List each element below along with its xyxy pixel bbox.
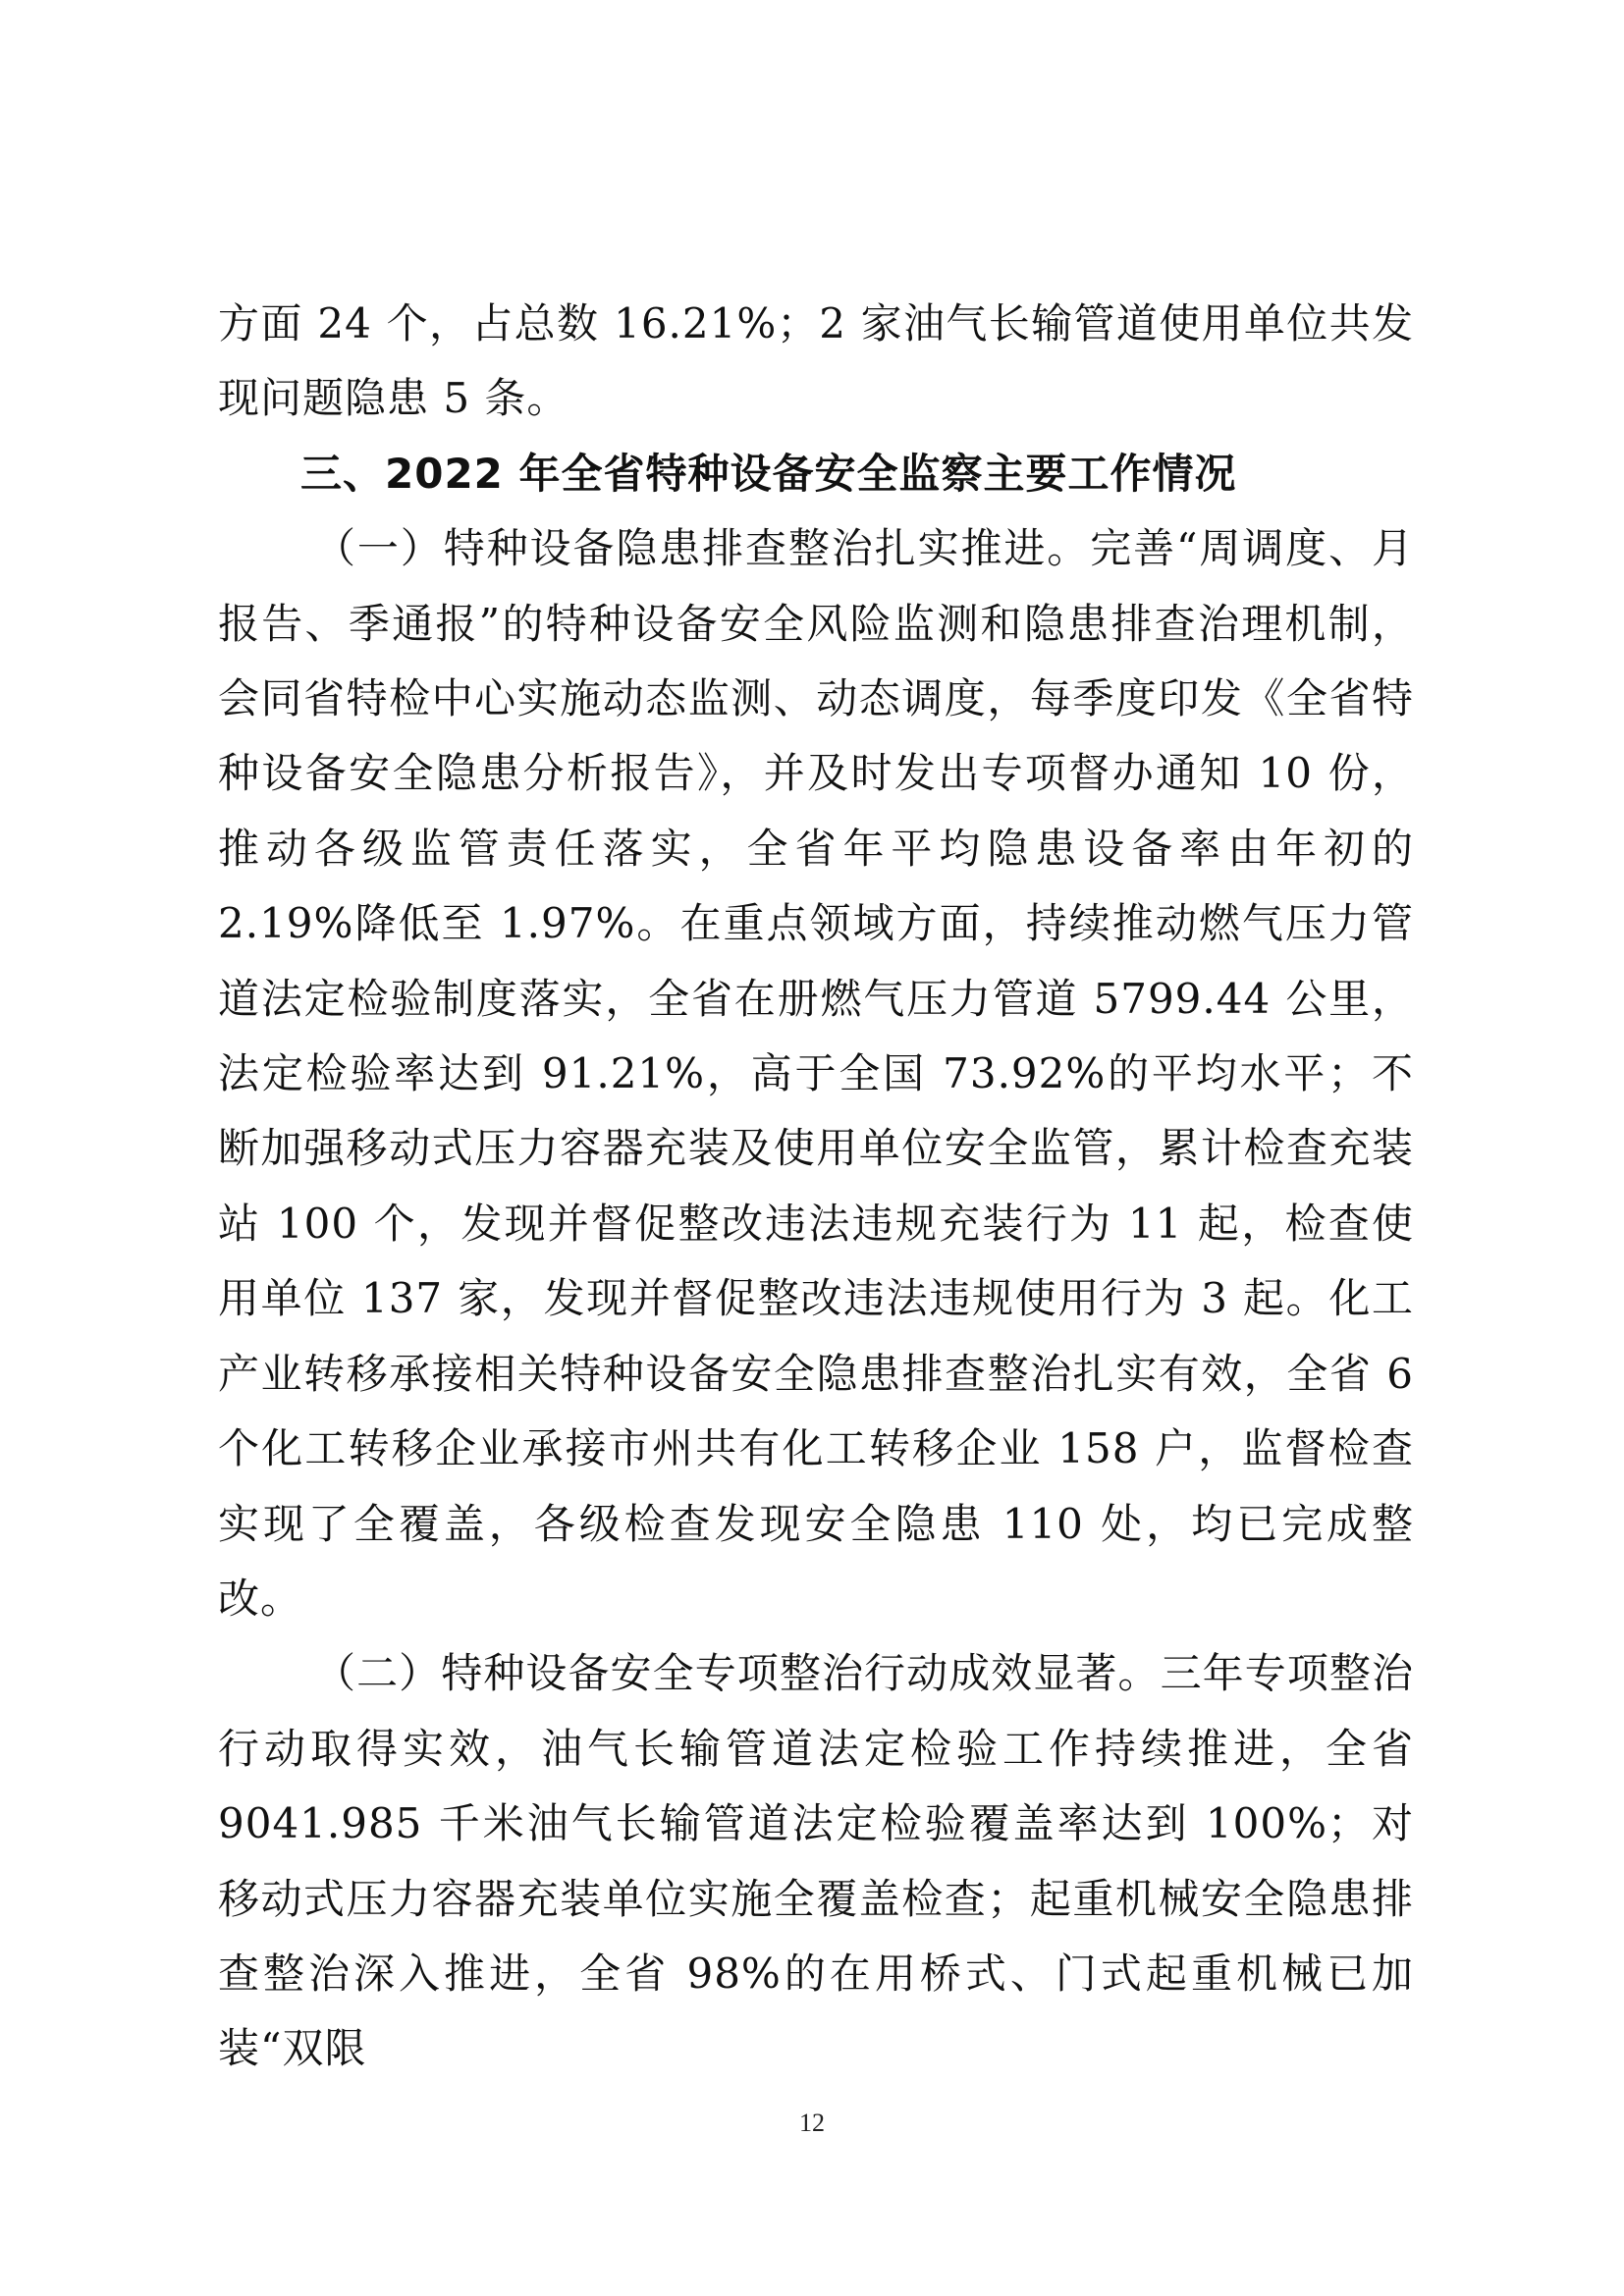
- paragraph-special-rectification: （二）特种设备安全专项整治行动成效显著。三年专项整治行动取得实效，油气长输管道法定检验工作持续推进，全省 9041.985 千米油气长输管道法定检验覆盖率达到 100%；对移动式压力容器充装单位实施全覆盖检查；起重机械安全隐患排查整治深入推进，全省 98%的在用桥式、门式起重机械已加装“双限: [218, 1649, 1414, 2073]
- section-heading: 三、2022 年全省特种设备安全监察主要工作情况: [300, 449, 1237, 498]
- paragraph-hazard-inspection: （一）特种设备隐患排查整治扎实推进。完善“周调度、月报告、季通报”的特种设备安全风险监测和隐患排查治理机制，会同省特检中心实施动态监测、动态调度，每季度印发《全省特种设备安全隐患分析报告》，并及时发出专项督办通知 10 份，推动各级监管责任落实，全省年平均隐患设备率由年初的 2.19%降低至 1.97%。在重点领域方面，持续推动燃气压力管道法定检验制度落实，全省在册燃气压力管道 5799.44 公里，法定检验率达到 91.21%，高于全国 73.92%的平均水平；不断加强移动式压力容器充装及使用单位安全监管，累计检查充装站 100 个，发现并督促整改违法违规充装行为 11 起，检查使用单位 137 家，发现并督促整改违法违规使用行为 3 起。化工产业转移承接相关特种设备安全隐患排查整治扎实有效，全省 6 个化工转移企业承接市州共有化工转移企业 158 户，监督检查实现了全覆盖，各级检查发现安全隐患 110 处，均已完成整改。: [218, 524, 1414, 1623]
- paragraph-continued: 方面 24 个，占总数 16.21%；2 家油气长输管道使用单位共发现问题隐患 5 条。: [218, 299, 1414, 423]
- document-body: [218, 287, 1414, 2087]
- page-number: 12: [799, 2109, 825, 2137]
